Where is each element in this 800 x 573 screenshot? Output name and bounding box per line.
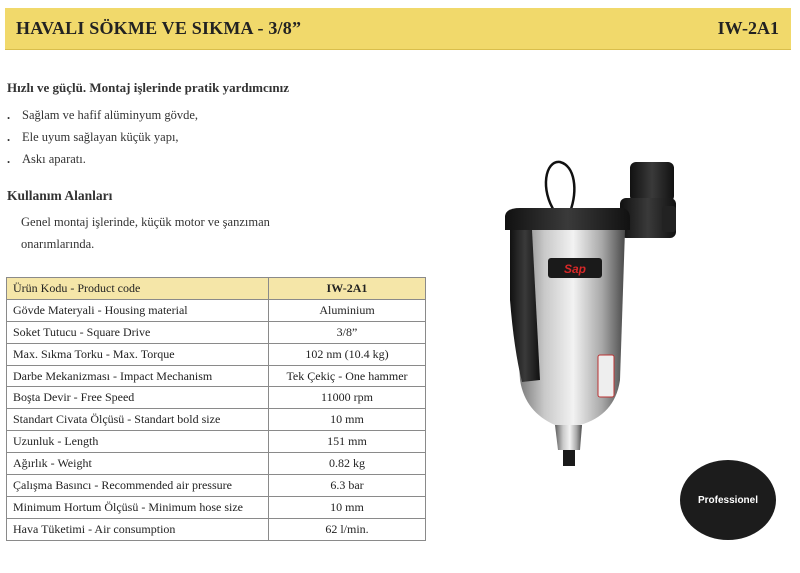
spec-label: Soket Tutucu - Square Drive [7,321,269,343]
table-row [7,343,426,365]
spec-label: Boşta Devir - Free Speed [7,387,269,409]
spec-label: Ürün Kodu - Product code [7,278,269,300]
table-row [7,299,426,321]
feature-text: Sağlam ve hafif alüminyum gövde, [22,108,199,122]
spec-label: Ağırlık - Weight [7,453,269,475]
list-item [7,126,198,148]
page-title: HAVALI SÖKME VE SIKMA - 3/8” [16,18,302,38]
spec-label: Darbe Mekanizması - Impact Mechanism [7,365,269,387]
table-row [7,453,426,475]
table-row [7,518,426,540]
nose [555,425,582,450]
product-image [470,150,700,510]
air-inlet [630,162,674,202]
spec-value: 11000 rpm [269,387,426,409]
spec-label: Minimum Hortum Ölçüsü - Minimum hose size [7,496,269,518]
spec-value: IW-2A1 [269,278,426,300]
spec-value: 10 mm [269,496,426,518]
bullet: . [7,108,11,122]
badge-label: Professionel [697,494,759,506]
professional-badge [680,460,776,540]
spec-value: 10 mm [269,409,426,431]
top-cap [505,208,630,230]
spec-value: Tek Çekiç - One hammer [269,365,426,387]
spec-value: 151 mm [269,431,426,453]
bullet: . [7,130,11,144]
table-row [7,431,426,453]
bullet: . [7,152,11,166]
table-row [7,409,426,431]
table-row [7,496,426,518]
list-item [7,148,198,170]
table-row [7,387,426,409]
spec-value: 6.3 bar [269,475,426,497]
feature-text: Ele uyum sağlayan küçük yapı, [22,130,179,144]
spec-label: Çalışma Basıncı - Recommended air pressure [7,475,269,497]
feature-text: Askı aparatı. [22,152,86,166]
feature-list [7,104,198,170]
impact-wrench-illustration [470,150,700,510]
hanger-wire [546,162,574,212]
spec-value: 102 nm (10.4 kg) [269,343,426,365]
list-item [7,104,198,126]
product-code: IW-2A1 [717,18,779,38]
spec-value: 3/8” [269,321,426,343]
spec-label: Standart Civata Ölçüsü - Standart bold size [7,409,269,431]
table-row [7,278,426,300]
spec-label: Hava Tüketimi - Air consumption [7,518,269,540]
spec-value: Aluminium [269,299,426,321]
spec-table [6,277,426,541]
usage-text: Genel montaj işlerinde, küçük motor ve şanzıman onarımlarında. [21,215,270,251]
header-bar [5,8,791,50]
spec-label: Uzunluk - Length [7,431,269,453]
spec-value: 0.82 kg [269,453,426,475]
brand-logo: Sap [563,262,587,276]
table-row [7,365,426,387]
spec-value: 62 l/min. [269,518,426,540]
table-row [7,321,426,343]
table-row [7,475,426,497]
spec-label: Max. Sıkma Torku - Max. Torque [7,343,269,365]
square-drive [563,450,575,466]
usage-heading: Kullanım Alanları [7,188,113,203]
tagline: Hızlı ve güçlü. Montaj işlerinde pratik yardımcınız [7,80,290,95]
spec-label: Gövde Materyali - Housing material [7,299,269,321]
